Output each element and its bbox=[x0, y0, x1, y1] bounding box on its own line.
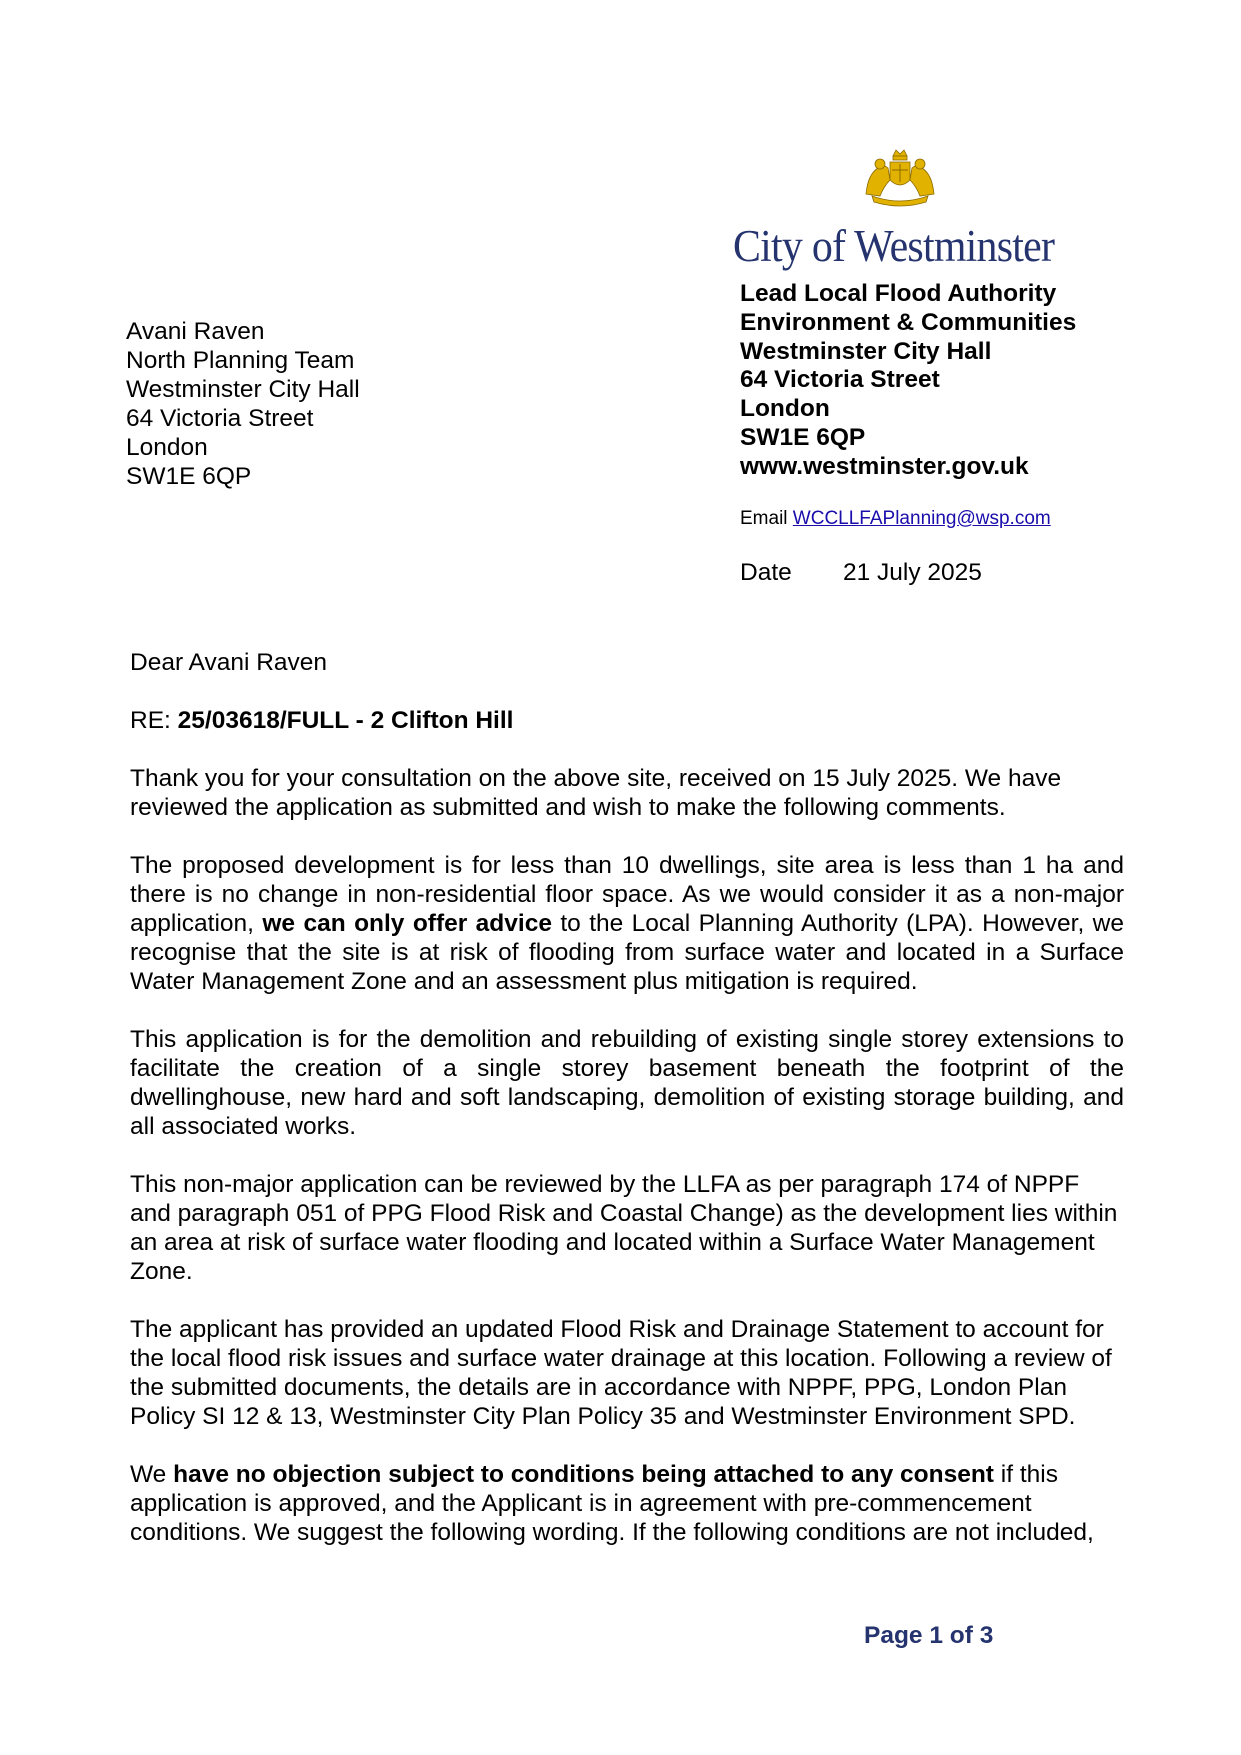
re-line bbox=[130, 706, 1124, 735]
org-wordmark: City of Westminster bbox=[733, 221, 1055, 271]
paragraph-1: Thank you for your consultation on the above site, received on 15 July 2025. We have reviewed the application as submitted and wish to make the following comments. bbox=[130, 765, 1062, 821]
sender-postcode: SW1E 6QP bbox=[740, 423, 866, 451]
recipient-city: London bbox=[126, 434, 208, 461]
sender-building: Westminster City Hall bbox=[740, 337, 992, 365]
recipient-postcode: SW1E 6QP bbox=[126, 463, 252, 490]
page-number: Page 1 of 3 bbox=[864, 1622, 994, 1649]
paragraph-6-emphasis: have no objection subject to conditions being attached to any consent bbox=[173, 1461, 994, 1488]
email-link[interactable]: WCCLLFAPlanning@wsp.com bbox=[792, 508, 1051, 529]
email-line bbox=[740, 508, 1051, 530]
recipient-street: 64 Victoria Street bbox=[126, 405, 314, 432]
date-line bbox=[740, 559, 982, 587]
re-label: RE: bbox=[130, 707, 171, 734]
letter-body bbox=[130, 648, 1124, 1576]
sender-department: Lead Local Flood Authority bbox=[740, 280, 1057, 307]
paragraph-6-part-b: if this application is approved, and the Applicant is in agreement with pre-commencement conditions. We suggest the following wording. If the following conditions are not included, bbox=[130, 1461, 1094, 1546]
paragraph-2-emphasis: we can only offer advice bbox=[262, 910, 552, 937]
westminster-crest-icon bbox=[860, 146, 940, 208]
paragraph-5: The applicant has provided an updated Flood Risk and Drainage Statement to account for the local flood risk issues and surface water drainage at this location. Following a review of the submitted documents, the details are in accordance with NPPF, PPG, London Plan Policy SI 12 & 13, Westminster City Plan Policy 35 and Westminster Environment SPD. bbox=[130, 1316, 1112, 1430]
paragraph-3: This application is for the demolition and rebuilding of existing single storey extensions to facilitate the creation of a single storey basement beneath the footprint of the dwellinghouse, new hard and soft landscaping, demolition of existing storage building, and all associated works. bbox=[130, 1026, 1124, 1140]
sender-website: www.westminster.gov.uk bbox=[740, 452, 1029, 480]
recipient-name: Avani Raven bbox=[126, 318, 265, 345]
paragraph-2-part-a: The proposed development is for less than 10 dwellings, site area is less than 1 ha and there is no change in non-residential floor space. As we would consider it as a non-major application, bbox=[130, 852, 1124, 937]
paragraph-6 bbox=[130, 1460, 1124, 1547]
sender-address bbox=[740, 280, 1076, 482]
recipient-building: Westminster City Hall bbox=[126, 376, 360, 403]
paragraph-6-part-a: We bbox=[130, 1461, 167, 1488]
date-value: 21 July 2025 bbox=[843, 559, 982, 586]
email-label: Email bbox=[740, 508, 788, 529]
salutation: Dear Avani Raven bbox=[130, 649, 328, 676]
paragraph-2-part-b: to the Local Planning Authority (LPA). However, we recognise that the site is at risk of flooding from surface water and located in a Surface Water Management Zone and an assessment plus mitigation is required. bbox=[130, 910, 1124, 995]
paragraph-4: This non-major application can be reviewed by the LLFA as per paragraph 174 of NPPF and paragraph 051 of PPG Flood Risk and Coastal Change) as the development lies within an area at risk of surface water flooding and located within a Surface Water Management Zone. bbox=[130, 1171, 1118, 1285]
recipient-address bbox=[126, 317, 360, 491]
re-reference: 25/03618/FULL - 2 Clifton Hill bbox=[177, 707, 514, 734]
date-label: Date bbox=[740, 559, 792, 586]
paragraph-2 bbox=[130, 851, 1124, 996]
recipient-team: North Planning Team bbox=[126, 347, 355, 374]
sender-street: 64 Victoria Street bbox=[740, 366, 940, 394]
sender-directorate: Environment & Communities bbox=[740, 308, 1077, 336]
sender-city: London bbox=[740, 395, 830, 423]
